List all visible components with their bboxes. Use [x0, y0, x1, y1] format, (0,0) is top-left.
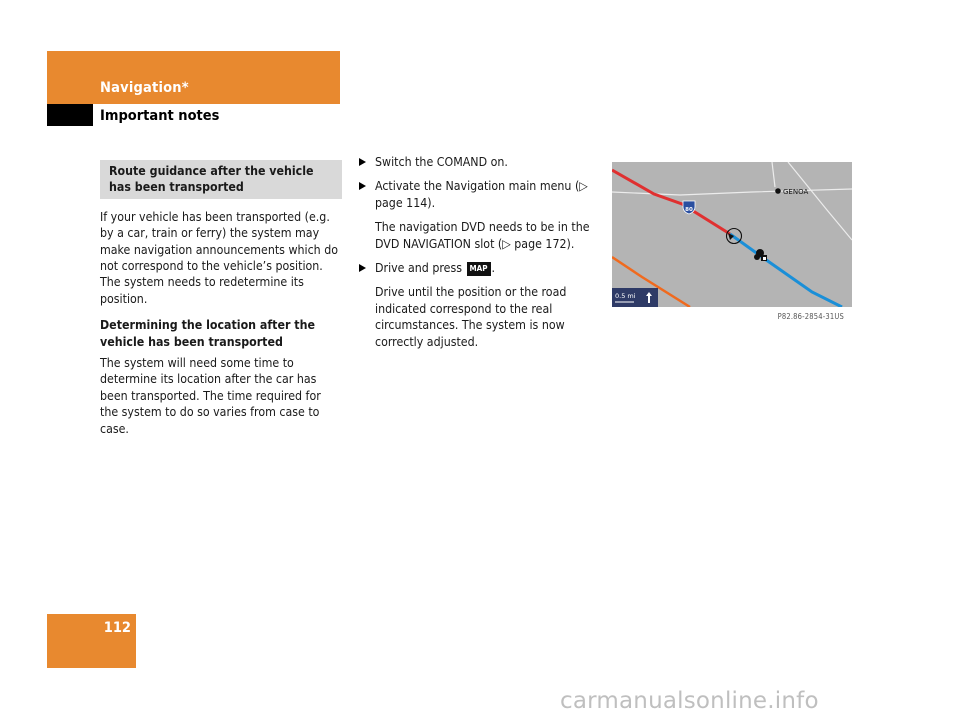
step-arrow-icon: [359, 182, 366, 190]
step-2-text: Activate the Navigation main menu (▷ page 114).: [375, 179, 588, 210]
body-paragraph: The system will need some time to determine its location after the car has been transported. The time required for the system to do so varies from case to case.: [100, 356, 321, 436]
step-2: [358, 178, 600, 211]
step-1-text: Switch the COMAND on.: [375, 155, 508, 169]
step-arrow-icon: [359, 264, 366, 272]
section-title: Navigation*: [100, 80, 189, 96]
right-column: [358, 154, 600, 358]
step-1: [358, 154, 600, 170]
map-key-icon: MAP: [467, 262, 491, 276]
step-3-note: Drive until the position or the road indicated correspond to the real circumstances. The system is now correctly adjusted.: [375, 285, 567, 349]
subsection-title: Important notes: [100, 108, 220, 124]
header-tab-marker: [47, 104, 93, 126]
intro-paragraph: If your vehicle has been transported (e.g. by a car, train or ferry) the system may make navigation announcements which do not correspond to the vehicle’s position. The system needs to redetermine its position.: [100, 209, 338, 306]
navigation-map: [612, 162, 852, 307]
figure-code: P82.86-2854-31US: [777, 312, 844, 321]
highway-shield-label: 80: [685, 207, 693, 213]
left-column: [100, 160, 342, 437]
step-2-note: The navigation DVD needs to be in the DVD NAVIGATION slot (▷ page 172).: [375, 220, 590, 251]
step-arrow-icon: [359, 158, 366, 166]
step-3: [358, 260, 600, 276]
step-3-text-after: .: [491, 261, 496, 276]
watermark: carmanualsonline.info: [560, 688, 819, 714]
header-bar: [47, 51, 340, 104]
city-label: GENOA: [783, 188, 809, 196]
city-dot-icon: [775, 188, 781, 194]
subheading: Determining the location after the vehicle has been transported: [100, 318, 315, 349]
scale-label: 0.5 mi: [615, 292, 636, 300]
page-number: 112: [103, 620, 131, 636]
step-3-text-before: Drive and press: [375, 261, 466, 276]
box-heading: Route guidance after the vehicle has been transported: [100, 160, 342, 199]
